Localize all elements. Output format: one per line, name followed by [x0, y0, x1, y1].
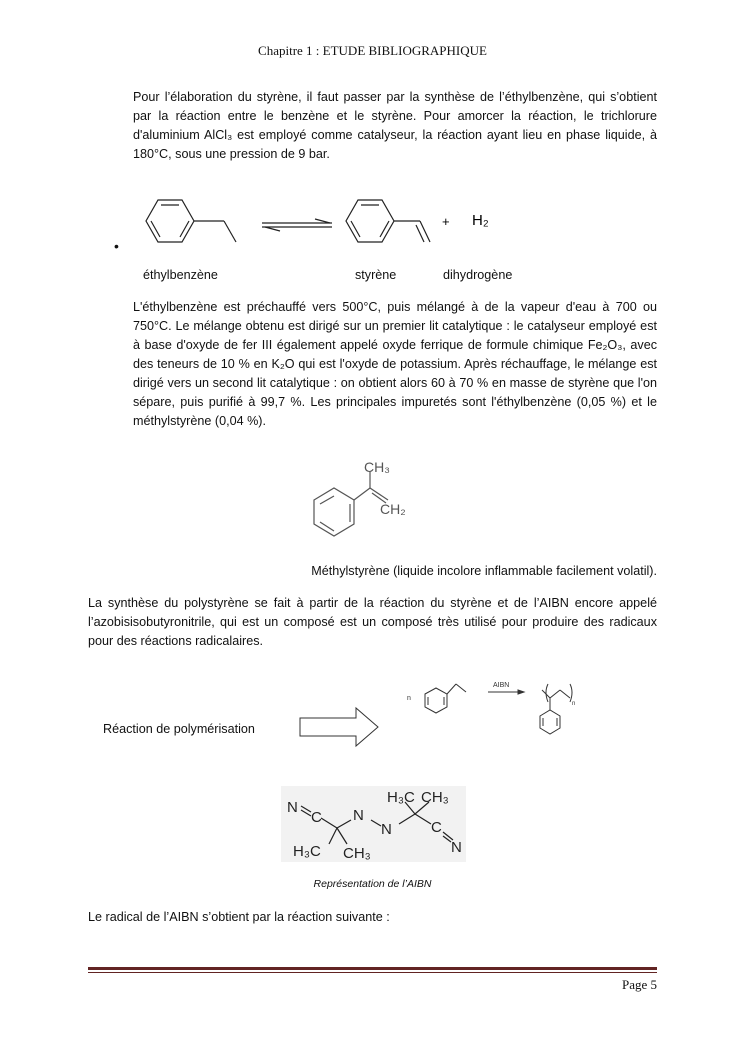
aibn-atom: N	[353, 807, 364, 824]
aibn-atom: C	[311, 809, 322, 826]
aibn-reagent-label: AIBN	[493, 682, 510, 689]
polymerisation-diagram	[400, 670, 595, 740]
aibn-atom: N	[287, 799, 298, 816]
aibn-atom: C	[431, 819, 442, 836]
aibn-caption: Représentation de l’AIBN	[313, 878, 432, 890]
page-number: Page 5	[621, 977, 657, 992]
paragraph-polystyrene: La synthèse du polystyrène se fait à partir de la réaction du styrène et de l’AIBN encore appelé l’azobisisobutyronitrile, qui est un composé est un composé très utilisé pour produire des radicaux pour des réactions radicalaires.	[88, 596, 657, 648]
paragraph-aibn-radical: Le radical de l’AIBN s’obtient par la réaction suivante :	[88, 910, 390, 924]
h2-label: H₂	[472, 212, 489, 229]
aibn-atom: CH₃	[421, 789, 449, 806]
methylstyrene-caption: Méthylstyrène (liquide incolore inflammable facilement volatil).	[311, 564, 657, 578]
bullet: •	[114, 238, 119, 254]
ch3-label: CH₃	[364, 459, 390, 475]
aibn-atom: N	[451, 839, 462, 856]
page-header: Chapitre 1 : ETUDE BIBLIOGRAPHIQUE	[258, 43, 487, 58]
aibn-structure	[281, 786, 466, 862]
aibn-atom: H₃C	[293, 843, 321, 860]
ch2-label: CH₂	[380, 501, 406, 517]
right-arrow-icon	[298, 706, 380, 748]
aibn-atom: CH₃	[343, 845, 371, 862]
polymerisation-label: Réaction de polymérisation	[103, 722, 255, 736]
plus-sign: +	[442, 214, 450, 229]
aibn-atom: H₃C	[387, 789, 415, 806]
paragraph-styrene-process: L'éthylbenzène est préchauffé vers 500°C, puis mélangé à de la vapeur d'eau à 700 ou 750°C. Le mélange obtenu est dirigé sur un premier lit catalytique : le catalyseur employé est à base d'oxyde de fer III également appelé oxyde ferrique de formule chimique Fe₂O₃, avec des teneurs de 10 % en K₂O qui est l'oxyde de potassium. Après réchauffage, le mélange est dirigé vers un second lit catalytique : on obtient alors 60 à 70 % en masse de styrène que l'on sépare, puis purifié à 99,7 %. Les principales impuretés sont l'éthylbenzène (0,05 %) et le méthylstyrène (0,04 %).	[133, 300, 657, 428]
n-subscript: n	[572, 701, 576, 707]
footer-divider	[88, 967, 657, 970]
ethylbenzene-dehydrogenation-diagram	[140, 192, 489, 257]
methylstyrene-structure	[300, 458, 406, 543]
aibn-atom: N	[381, 821, 392, 838]
label-dihydrogene: dihydrogène	[443, 268, 513, 282]
label-ethylbenzene: éthylbenzène	[143, 268, 218, 282]
label-styrene: styrène	[355, 268, 397, 282]
n-label: n	[407, 695, 411, 702]
paragraph-styrene-synthesis: Pour l’élaboration du styrène, il faut passer par la synthèse de l’éthylbenzène, qui s’obtient par la réaction entre le benzène et le styrène. Pour amorcer la réaction, le trichlorure d'aluminium AlCl₃ est employé comme catalyseur, la réaction ayant lieu en phase liquide, à 180°C, sous une pression de 9 bar.	[133, 90, 657, 161]
footer-divider-thin	[88, 972, 657, 973]
